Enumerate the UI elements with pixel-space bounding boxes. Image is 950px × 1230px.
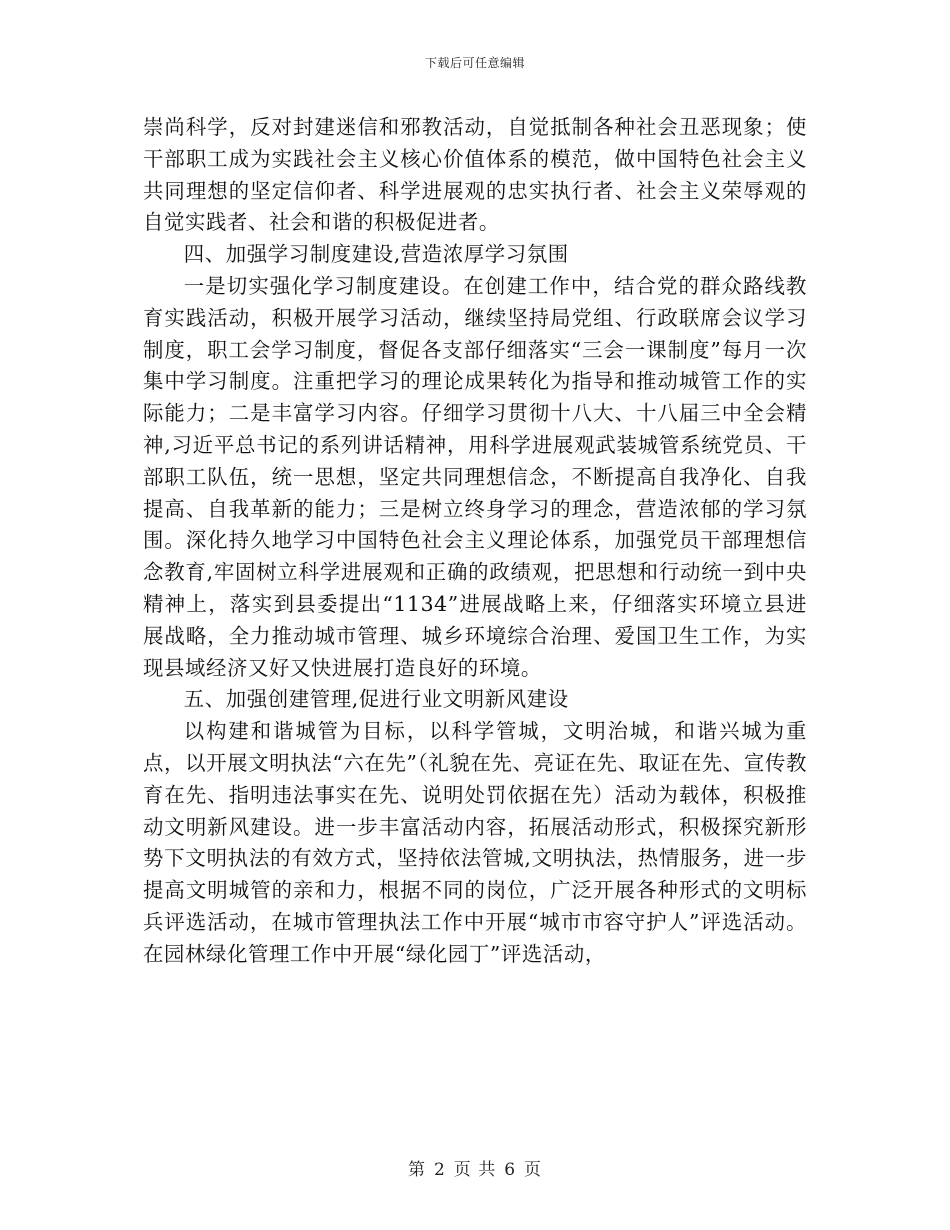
page-footer (0, 1155, 950, 1180)
footer-total-pages: 6 (504, 1160, 517, 1180)
document-body (143, 112, 807, 971)
section-heading-4: 四、加强学习制度建设,营造浓厚学习氛围 (183, 242, 569, 267)
paragraph-civilization: 以构建和谐城管为目标，以科学管城，文明治城，和谐兴城为重点，以开展文明执法“六在先”（礼貌在先、亮证在先、取证在先、宣传教育在先、指明违法事实在先、说明处罚依据在先）活动为载体，积极推动文明新风建设。进一步丰富活动内容，拓展活动形式，积极探究新形势下文明执法的有效方式，坚持依法管城,文明执法，热情服务，进一步提高文明城管的亲和力，根据不同的岗位，广泛开展各种形式的文明标兵评选活动，在城市管理执法工作中开展“城市市容守护人”评选活动。在园林绿化管理工作中开展“绿化园丁”评选活动， (143, 719, 807, 966)
footer-prefix: 第 (407, 1160, 426, 1180)
footer-page-number: 2 (433, 1160, 446, 1180)
paragraph-study-system: 一是切实强化学习制度建设。在创建工作中，结合党的群众路线教育实践活动，积极开展学习活动，继续坚持局党组、行政联席会议学习制度，职工会学习制度，督促各支部仔细落实“三会一课制度”每月一次集中学习制度。注重把学习的理论成果转化为指导和推动城管工作的实际能力；二是丰富学习内容。仔细学习贯彻十八大、十八届三中全会精神,习近平总书记的系列讲话精神，用科学进展观武装城管系统党员、干部职工队伍，统一思想，坚定共同理想信念，不断提高自我净化、自我提高、自我革新的能力；三是树立终身学习的理念，营造浓郁的学习氛围。深化持久地学习中国特色社会主义理论体系，加强党员干部理想信念教育,牢固树立科学进展观和正确的政绩观，把思想和行动统一到中央精神上，落实到县委提出“1134”进展战略上来，仔细落实环境立县进展战略，全力推动城市管理、城乡环境综合治理、爱国卫生工作，为实现县域经济又好又快进展打造良好的环境。 (143, 273, 807, 680)
page-header: 下载后可任意编辑 (424, 56, 525, 70)
section-heading-5: 五、加强创建管理,促进行业文明新风建设 (183, 687, 569, 712)
footer-middle: 页 共 (453, 1160, 497, 1180)
paragraph-continued: 崇尚科学，反对封建迷信和邪教活动，自觉抵制各种社会丑恶现象；使干部职工成为实践社会主义核心价值体系的模范，做中国特色社会主义共同理想的坚定信仰者、科学进展观的忠实执行者、社会主义荣辱观的自觉实践者、社会和谐的积极促进者。 (143, 115, 807, 235)
footer-suffix: 页 (524, 1160, 543, 1180)
